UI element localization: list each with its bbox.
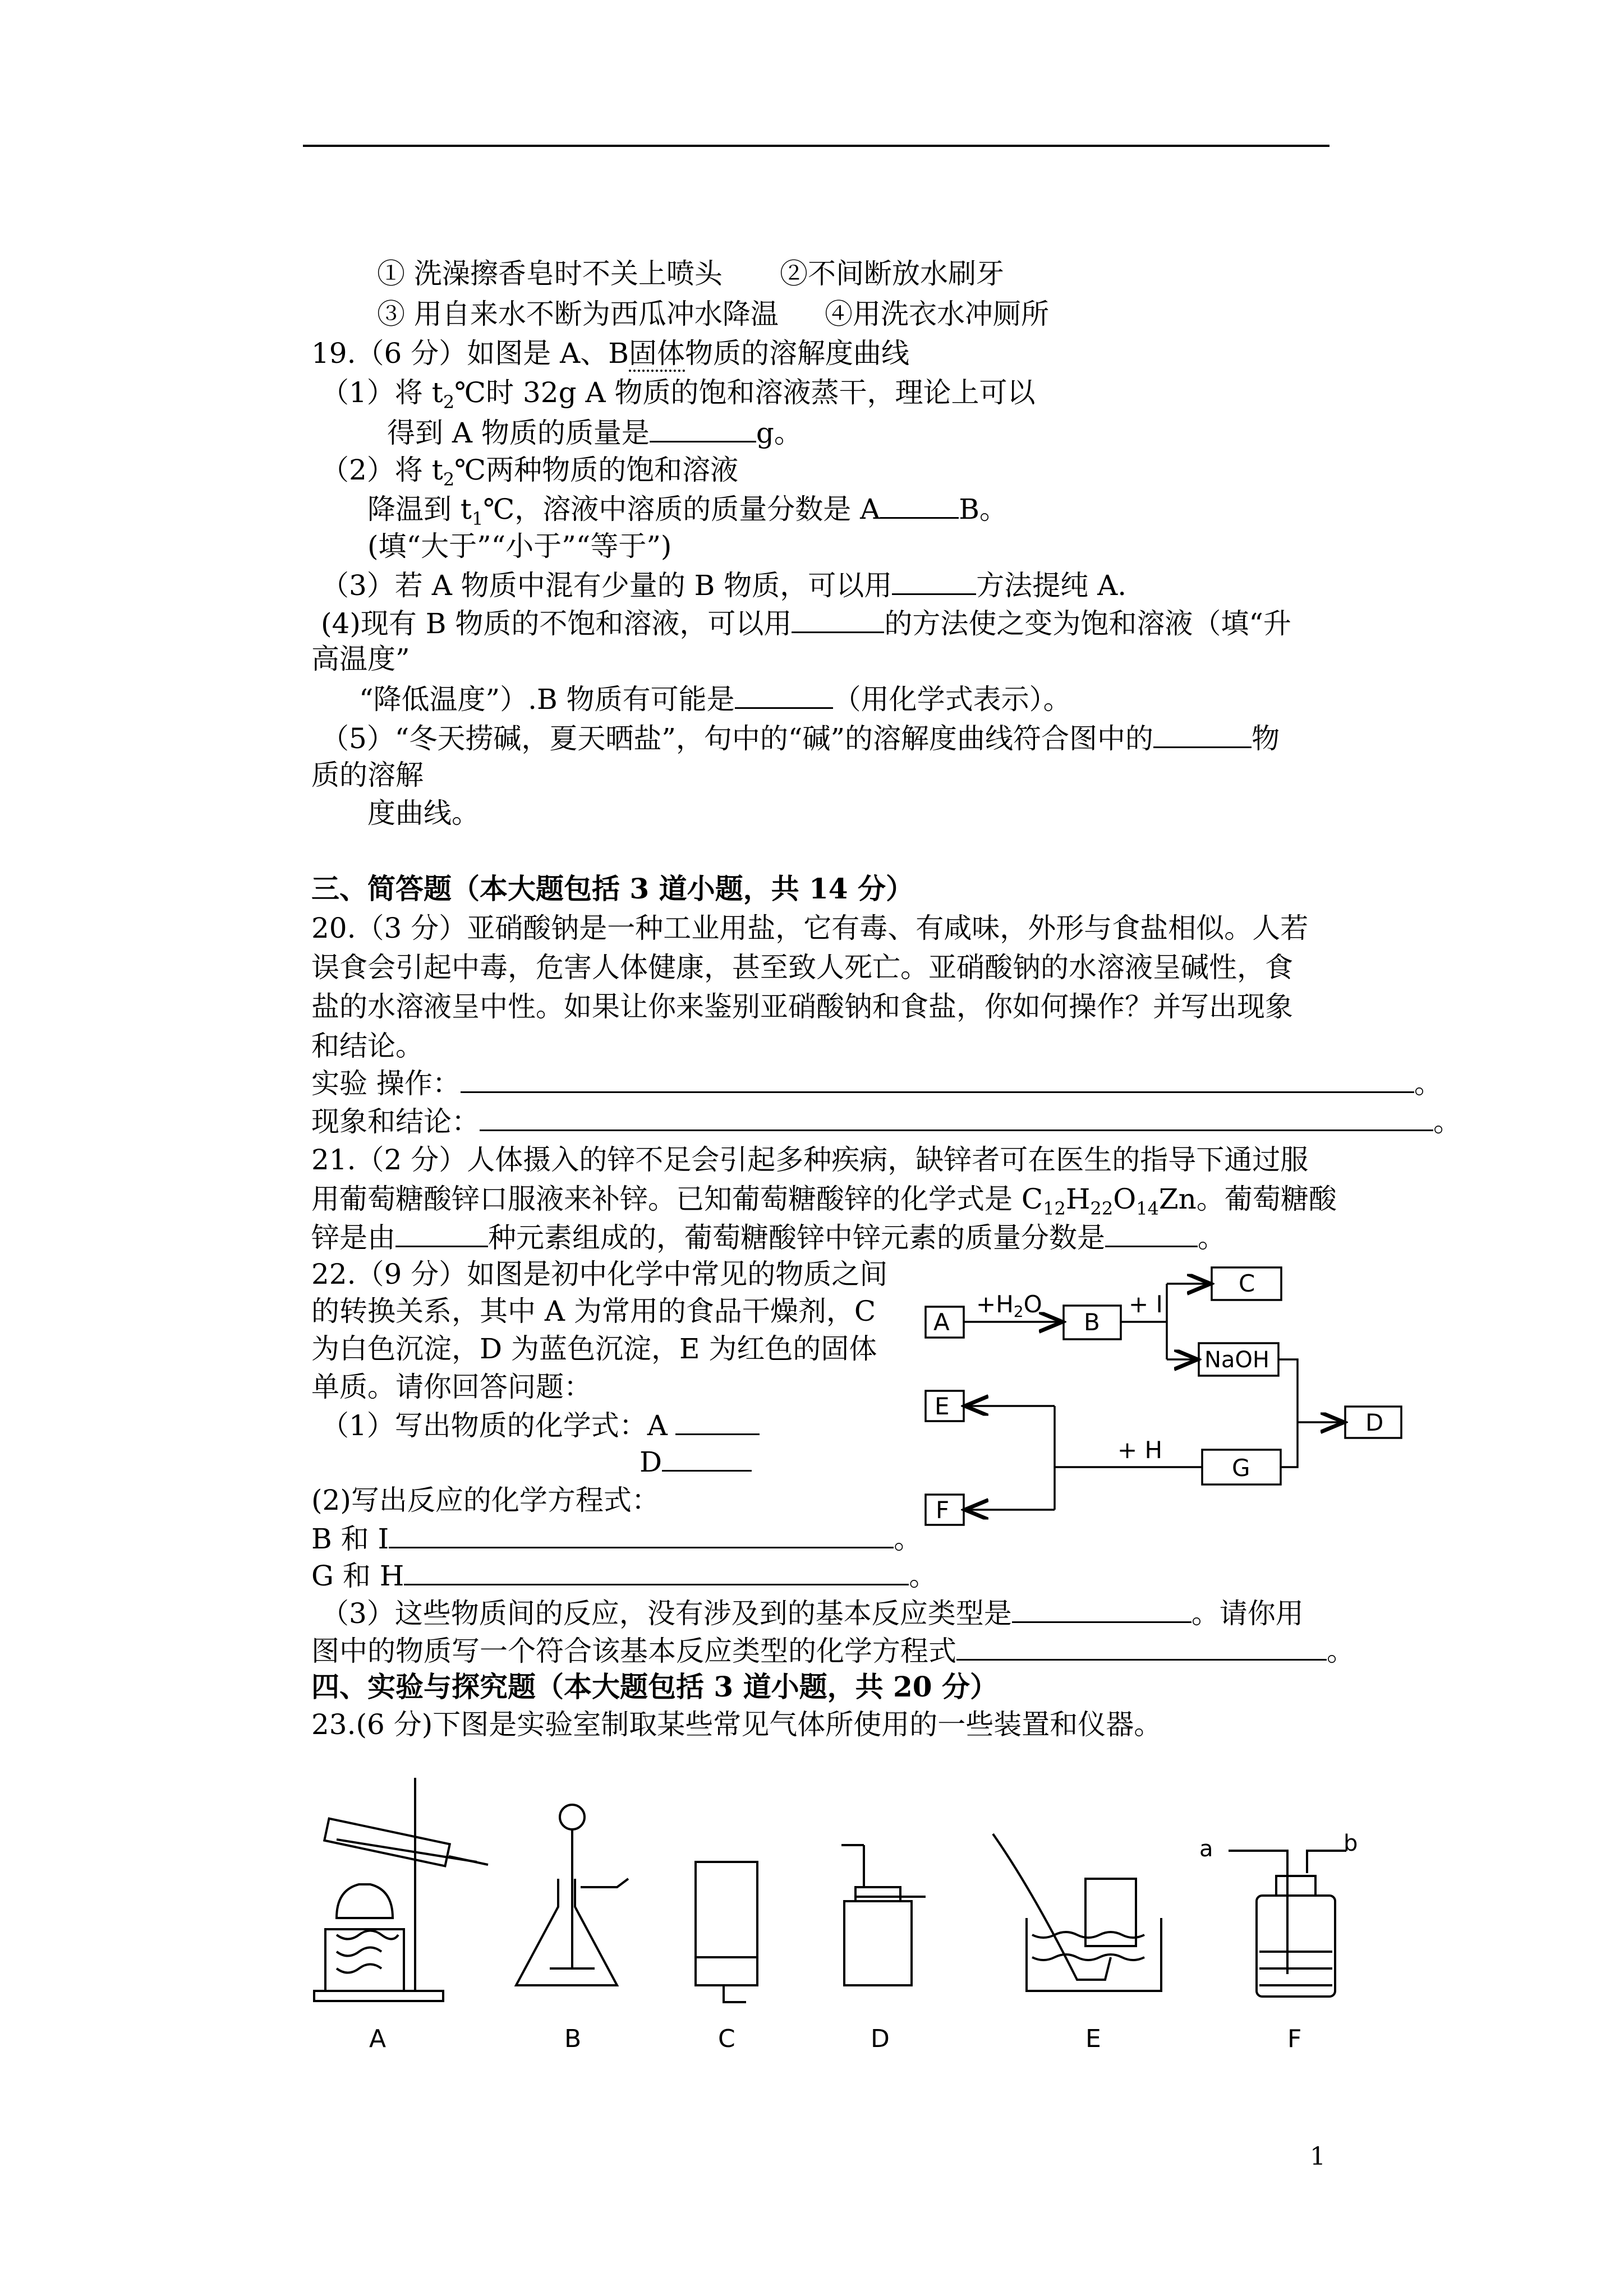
q18-option-3: ③ 用自来水不断为西瓜冲水降温 [377, 298, 779, 330]
q19-part1-line2: 得到 A 物质的质量是 g。 [387, 415, 802, 450]
apparatus-label-c: C [718, 2025, 735, 2053]
q19-part2-hint: (填“大于”“小于”“等于”) [367, 530, 672, 563]
q19-part3: （3）若 A 物质中混有少量的 B 物质，可以用 方法提纯 A. [321, 568, 1126, 602]
q20-operation: 实验 操作： 。 [311, 1066, 1442, 1100]
q21-line3: 锌是由 种元素组成的，葡萄糖酸锌中锌元素的质量分数是 。 [311, 1220, 1226, 1255]
q22-blank-d[interactable] [662, 1444, 752, 1472]
q22-blank-equation[interactable] [956, 1633, 1327, 1661]
apparatus-label-d: D [871, 2025, 890, 2053]
q19-part4-line2: 高温度” [311, 643, 410, 675]
apparatus-label-a: A [369, 2025, 387, 2053]
q22-line3: 为白色沉淀，D 为蓝色沉淀，E 为红色的固体 [311, 1333, 877, 1365]
q19-part2-line1: （2）将 $t_2℃$两种物质的饱和溶液 [321, 454, 739, 490]
q22-line10: （3）这些物质间的反应，没有涉及到的基本反应类型是 。请你用 [321, 1596, 1304, 1630]
q21-line2: 用葡萄糖酸锌口服液来补锌。已知葡萄糖酸锌的化学式是 $C_{12}H_{22}O_{14}Zn$。葡萄糖酸 [311, 1183, 1337, 1219]
q22-line7: (2)写出反应的化学方程式： [311, 1484, 660, 1516]
header-rule [303, 145, 1329, 147]
q18-option-1: ① 洗澡擦香皂时不关上喷头 [377, 257, 723, 290]
q22-line4: 单质。请你回答问题： [311, 1371, 592, 1403]
q19-blank-2[interactable] [880, 491, 959, 519]
q22-line8: B 和 I 。 [311, 1521, 922, 1556]
flow-label-f: F [936, 1496, 950, 1524]
flow-label-plus-i: + I [1129, 1290, 1163, 1318]
q22-line1: 22.（9 分）如图是初中化学中常见的物质之间 [311, 1258, 888, 1290]
q19-part5-line2: 质的溶解 [311, 759, 424, 791]
q22-line2: 的转换关系，其中 A 为常用的食品干燥剂，C [311, 1295, 876, 1327]
apparatus-label-b: B [564, 2025, 582, 2053]
q22-flow-diagram [920, 1256, 1414, 1548]
q19-blank-5[interactable] [735, 681, 833, 709]
apparatus-f [1229, 1851, 1346, 1997]
q23-line1: 23.(6 分)下图是实验室制取某些常见气体所使用的一些装置和仪器。 [311, 1708, 1162, 1741]
q19-part5-line1: （5）“冬天捞碱，夏天晒盐”，句中的“碱”的溶解度曲线符合图中的 物 [321, 721, 1280, 755]
flow-label-d: D [1365, 1409, 1384, 1436]
q19-stem: 19.（6 分）如图是 A、B固体物质的溶解度曲线 [311, 336, 909, 370]
q19-blank-6[interactable] [1153, 721, 1252, 748]
section4-title: 四、实验与探究题（本大题包括 3 道小题，共 20 分） [311, 1670, 998, 1703]
q19-part2-line2: 降温到 $t_1℃$，溶液中溶质的质量分数是 A B。 [367, 491, 1007, 526]
q19-part4-line3: “降低温度”）.B 物质有可能是 （用化学式表示）。 [359, 681, 1071, 716]
flow-label-e: E [935, 1393, 950, 1420]
q22-line6: D [640, 1444, 752, 1479]
q21-blank-2[interactable] [1105, 1220, 1198, 1247]
q20-line3: 盐的水溶液呈中性。如果让你来鉴别亚硝酸钠和食盐，你如何操作？并写出现象 [311, 990, 1293, 1023]
q22-blank-bi[interactable] [389, 1521, 894, 1548]
q19-blank-3[interactable] [892, 568, 976, 595]
flow-label-naoh: NaOH [1204, 1347, 1269, 1373]
q22-line5: （1）写出物质的化学式：A [321, 1408, 760, 1442]
flow-label-plus-h: + H [1117, 1436, 1163, 1464]
section3-title: 三、简答题（本大题包括 3 道小题，共 14 分） [311, 872, 914, 905]
flow-label-plus-h2o: +H2O [976, 1290, 1042, 1321]
q22-line9: G 和 H 。 [311, 1558, 937, 1593]
q19-part5-line3: 度曲线。 [367, 797, 480, 829]
q19-part1-line1: （1）将 $t_2℃$时 32g A 物质的饱和溶液蒸干，理论上可以 [321, 376, 1036, 413]
q22-blank-gh[interactable] [404, 1558, 909, 1585]
apparatus-e [993, 1834, 1161, 1991]
flow-label-b: B [1084, 1308, 1100, 1336]
q18-option-2: ②不间断放水刷牙 [780, 257, 1004, 290]
apparatus-label-f: F [1287, 2025, 1302, 2053]
apparatus-b [516, 1805, 628, 1985]
apparatus-c [696, 1862, 757, 2002]
q18-option-4: ④用洗衣水冲厕所 [825, 298, 1049, 330]
q19-blank-1[interactable] [650, 415, 756, 442]
apparatus-port-b: b [1344, 1831, 1358, 1856]
page-number: 1 [1310, 2142, 1326, 2171]
apparatus-figure [303, 1767, 1369, 2081]
apparatus-label-e: E [1085, 2025, 1101, 2053]
q22-blank-a[interactable] [675, 1408, 760, 1435]
q20-result: 现象和结论： 。 [311, 1104, 1461, 1138]
flow-label-a: A [933, 1308, 950, 1336]
q19-part4-line1: (4)现有 B 物质的不饱和溶液，可以用 的方法使之变为饱和溶液（填“升 [321, 606, 1291, 640]
apparatus-port-a: a [1199, 1836, 1213, 1862]
apparatus-d [841, 1845, 926, 1985]
q19-blank-4[interactable] [792, 606, 884, 633]
flow-label-c: C [1239, 1270, 1255, 1297]
q20-line1: 20.（3 分）亚硝酸钠是一种工业用盐，它有毒、有咸味，外形与食盐相似。人若 [311, 912, 1309, 944]
q22-blank-type[interactable] [1012, 1596, 1191, 1623]
q20-line2: 误食会引起中毒，危害人体健康，甚至致人死亡。亚硝酸钠的水溶液呈碱性，食 [311, 951, 1293, 984]
q21-blank-1[interactable] [395, 1220, 488, 1247]
q20-line4: 和结论。 [311, 1030, 424, 1062]
q20-operation-blank[interactable] [461, 1066, 1414, 1093]
q20-result-blank[interactable] [480, 1104, 1433, 1131]
flow-label-g: G [1232, 1454, 1250, 1482]
q21-line1: 21.（2 分）人体摄入的锌不足会引起多种疾病，缺锌者可在医生的指导下通过服 [311, 1144, 1309, 1176]
q22-line11: 图中的物质写一个符合该基本反应类型的化学方程式 。 [311, 1633, 1355, 1668]
apparatus-a [314, 1778, 488, 2001]
